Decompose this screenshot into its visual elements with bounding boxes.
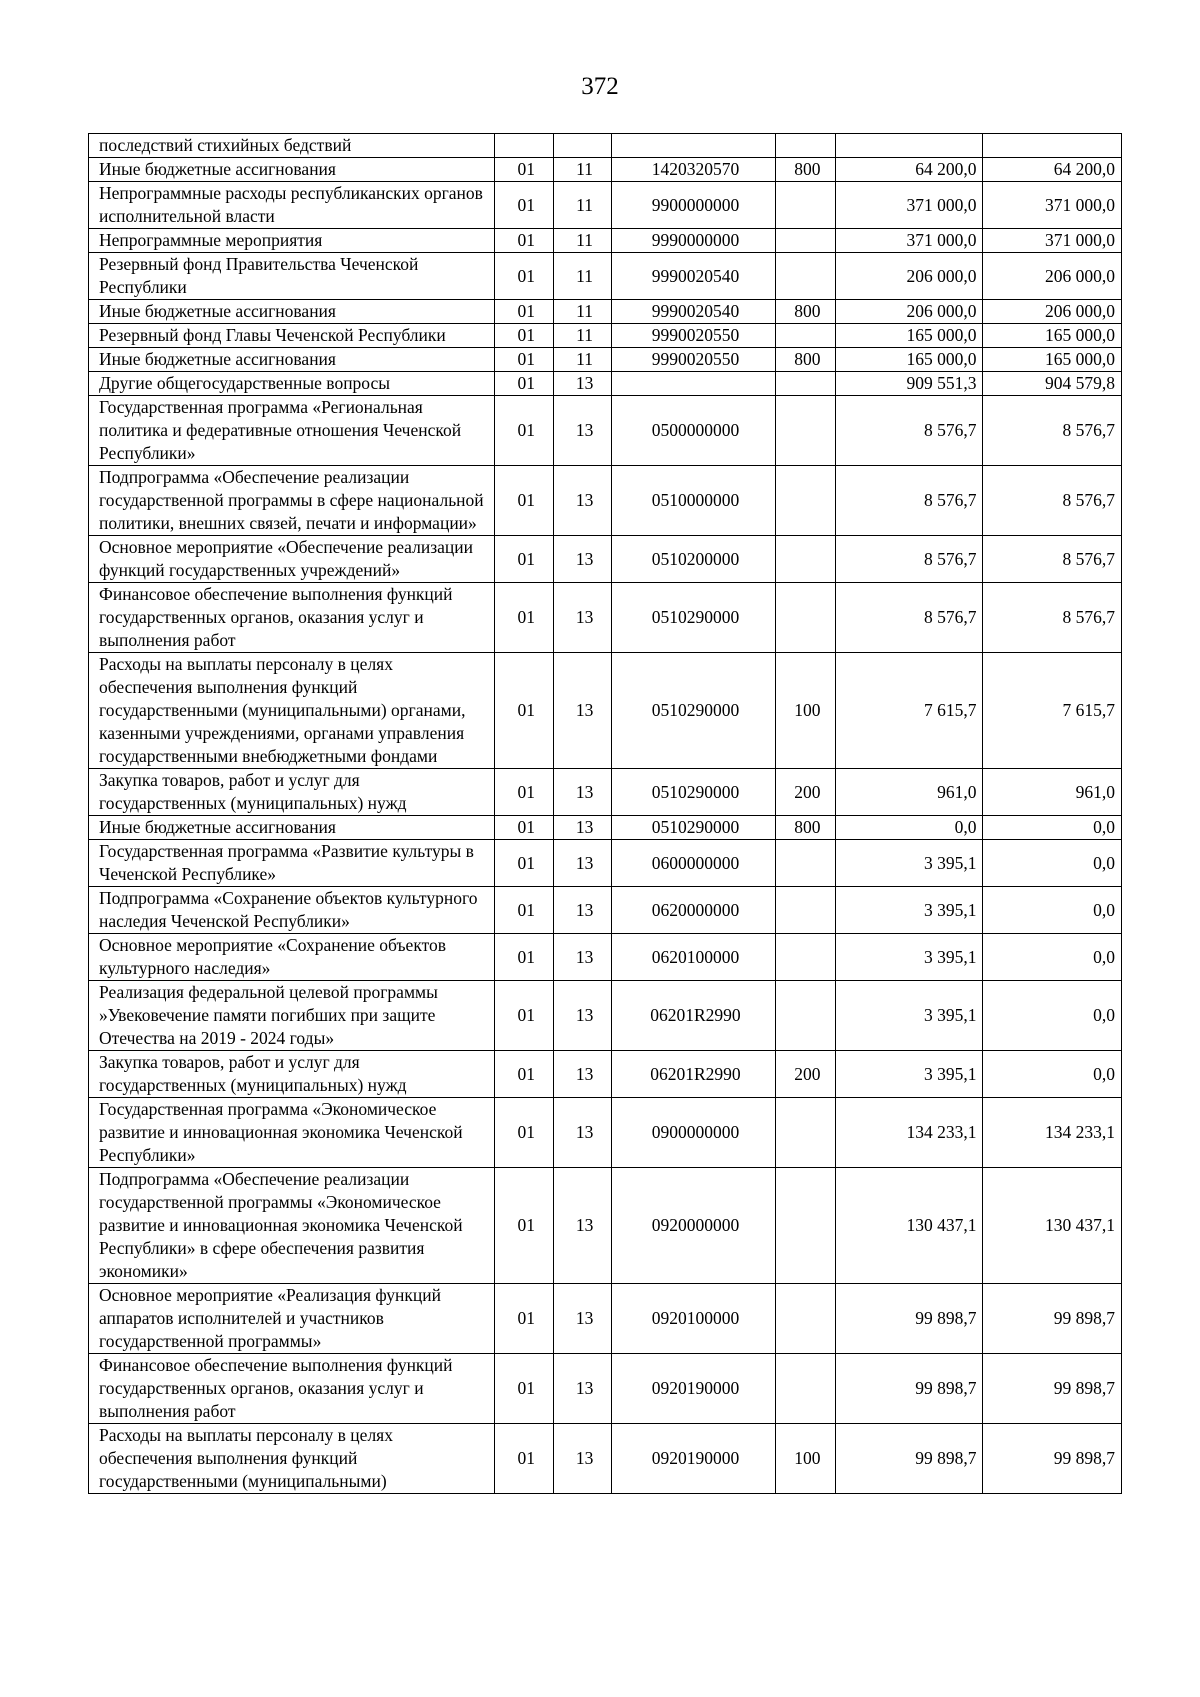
item-name-cell: Закупка товаров, работ и услуг для государственных (муниципальных) нужд xyxy=(89,1051,495,1098)
amount-year-2-cell: 206 000,0 xyxy=(983,253,1122,300)
section-code-cell: 01 xyxy=(495,653,554,769)
subsection-code-cell: 13 xyxy=(554,840,611,887)
expense-type-code-cell: 100 xyxy=(776,1424,835,1494)
section-code-cell: 01 xyxy=(495,466,554,536)
table-row xyxy=(89,466,1122,536)
item-name-cell: Другие общегосударственные вопросы xyxy=(89,372,495,396)
table-row xyxy=(89,536,1122,583)
section-code-cell: 01 xyxy=(495,324,554,348)
expense-type-code-cell xyxy=(776,1098,835,1168)
section-code-cell: 01 xyxy=(495,816,554,840)
expense-type-code-cell xyxy=(776,396,835,466)
amount-year-2-cell: 130 437,1 xyxy=(983,1168,1122,1284)
section-code-cell: 01 xyxy=(495,769,554,816)
expense-type-code-cell: 800 xyxy=(776,816,835,840)
expense-type-code-cell xyxy=(776,583,835,653)
table-row xyxy=(89,583,1122,653)
target-article-code-cell: 06201R2990 xyxy=(611,981,776,1051)
amount-year-2-cell: 961,0 xyxy=(983,769,1122,816)
item-name-cell: Резервный фонд Главы Чеченской Республики xyxy=(89,324,495,348)
amount-year-1-cell: 8 576,7 xyxy=(835,536,983,583)
item-name-cell: Иные бюджетные ассигнования xyxy=(89,348,495,372)
section-code-cell: 01 xyxy=(495,229,554,253)
target-article-code-cell: 0620000000 xyxy=(611,887,776,934)
expense-type-code-cell xyxy=(776,253,835,300)
item-name-cell: Основное мероприятие «Сохранение объектов культурного наследия» xyxy=(89,934,495,981)
amount-year-2-cell: 0,0 xyxy=(983,816,1122,840)
target-article-code-cell: 9990020540 xyxy=(611,253,776,300)
amount-year-2-cell: 0,0 xyxy=(983,1051,1122,1098)
expense-type-code-cell xyxy=(776,466,835,536)
section-code-cell: 01 xyxy=(495,253,554,300)
subsection-code-cell: 13 xyxy=(554,653,611,769)
amount-year-2-cell: 371 000,0 xyxy=(983,229,1122,253)
subsection-code-cell: 13 xyxy=(554,1424,611,1494)
table-row xyxy=(89,182,1122,229)
item-name-cell: Резервный фонд Правительства Чеченской Республики xyxy=(89,253,495,300)
table-row xyxy=(89,840,1122,887)
section-code-cell: 01 xyxy=(495,182,554,229)
section-code-cell: 01 xyxy=(495,300,554,324)
amount-year-2-cell: 99 898,7 xyxy=(983,1284,1122,1354)
section-code-cell: 01 xyxy=(495,1284,554,1354)
target-article-code-cell: 0620100000 xyxy=(611,934,776,981)
table-row xyxy=(89,981,1122,1051)
expense-type-code-cell xyxy=(776,840,835,887)
subsection-code-cell: 11 xyxy=(554,324,611,348)
amount-year-1-cell: 3 395,1 xyxy=(835,1051,983,1098)
amount-year-1-cell: 99 898,7 xyxy=(835,1284,983,1354)
item-name-cell: Подпрограмма «Обеспечение реализации государственной программы «Экономическое развитие и инновационная экономика Чеченской Республики» в сфере обеспечения развития экономики» xyxy=(89,1168,495,1284)
subsection-code-cell: 11 xyxy=(554,253,611,300)
item-name-cell: Государственная программа «Экономическое развитие и инновационная экономика Чеченской Республики» xyxy=(89,1098,495,1168)
amount-year-1-cell: 8 576,7 xyxy=(835,583,983,653)
amount-year-1-cell: 909 551,3 xyxy=(835,372,983,396)
expense-type-code-cell: 200 xyxy=(776,1051,835,1098)
target-article-code-cell: 9990020550 xyxy=(611,348,776,372)
amount-year-1-cell xyxy=(835,134,983,158)
amount-year-1-cell: 3 395,1 xyxy=(835,934,983,981)
item-name-cell: Реализация федеральной целевой программы »Увековечение памяти погибших при защите Отечества на 2019 - 2024 годы» xyxy=(89,981,495,1051)
amount-year-1-cell: 371 000,0 xyxy=(835,229,983,253)
subsection-code-cell: 11 xyxy=(554,229,611,253)
section-code-cell: 01 xyxy=(495,1051,554,1098)
section-code-cell: 01 xyxy=(495,348,554,372)
amount-year-2-cell: 371 000,0 xyxy=(983,182,1122,229)
amount-year-1-cell: 206 000,0 xyxy=(835,253,983,300)
expense-type-code-cell xyxy=(776,1354,835,1424)
item-name-cell: Финансовое обеспечение выполнения функций государственных органов, оказания услуг и выполнения работ xyxy=(89,1354,495,1424)
section-code-cell: 01 xyxy=(495,1424,554,1494)
item-name-cell: Закупка товаров, работ и услуг для государственных (муниципальных) нужд xyxy=(89,769,495,816)
amount-year-1-cell: 7 615,7 xyxy=(835,653,983,769)
expense-type-code-cell: 800 xyxy=(776,348,835,372)
section-code-cell: 01 xyxy=(495,158,554,182)
table-row xyxy=(89,1284,1122,1354)
item-name-cell: Непрограммные мероприятия xyxy=(89,229,495,253)
subsection-code-cell: 13 xyxy=(554,583,611,653)
amount-year-2-cell: 0,0 xyxy=(983,981,1122,1051)
target-article-code-cell xyxy=(611,372,776,396)
item-name-cell: Расходы на выплаты персоналу в целях обеспечения выполнения функций государственными (муниципальными) xyxy=(89,1424,495,1494)
expense-type-code-cell xyxy=(776,981,835,1051)
table-row xyxy=(89,1424,1122,1494)
amount-year-2-cell: 0,0 xyxy=(983,934,1122,981)
table-row xyxy=(89,1098,1122,1168)
amount-year-2-cell: 7 615,7 xyxy=(983,653,1122,769)
amount-year-1-cell: 3 395,1 xyxy=(835,981,983,1051)
target-article-code-cell: 9990000000 xyxy=(611,229,776,253)
page-number: 372 xyxy=(581,73,619,100)
expense-type-code-cell xyxy=(776,1284,835,1354)
item-name-cell: Основное мероприятие «Обеспечение реализации функций государственных учреждений» xyxy=(89,536,495,583)
target-article-code-cell: 9900000000 xyxy=(611,182,776,229)
subsection-code-cell: 13 xyxy=(554,1168,611,1284)
amount-year-1-cell: 99 898,7 xyxy=(835,1354,983,1424)
table-row xyxy=(89,300,1122,324)
amount-year-1-cell: 3 395,1 xyxy=(835,840,983,887)
amount-year-2-cell: 165 000,0 xyxy=(983,348,1122,372)
target-article-code-cell: 0510000000 xyxy=(611,466,776,536)
amount-year-2-cell: 8 576,7 xyxy=(983,583,1122,653)
subsection-code-cell: 11 xyxy=(554,158,611,182)
item-name-cell: последствий стихийных бедствий xyxy=(89,134,495,158)
amount-year-1-cell: 64 200,0 xyxy=(835,158,983,182)
item-name-cell: Иные бюджетные ассигнования xyxy=(89,816,495,840)
amount-year-1-cell: 8 576,7 xyxy=(835,466,983,536)
expense-type-code-cell xyxy=(776,229,835,253)
subsection-code-cell: 13 xyxy=(554,1354,611,1424)
target-article-code-cell: 0510290000 xyxy=(611,653,776,769)
subsection-code-cell: 11 xyxy=(554,300,611,324)
subsection-code-cell: 13 xyxy=(554,769,611,816)
subsection-code-cell: 11 xyxy=(554,182,611,229)
amount-year-2-cell: 8 576,7 xyxy=(983,396,1122,466)
table-row xyxy=(89,324,1122,348)
subsection-code-cell xyxy=(554,134,611,158)
amount-year-1-cell: 206 000,0 xyxy=(835,300,983,324)
expense-type-code-cell: 200 xyxy=(776,769,835,816)
amount-year-1-cell: 165 000,0 xyxy=(835,324,983,348)
expense-type-code-cell xyxy=(776,934,835,981)
amount-year-2-cell: 64 200,0 xyxy=(983,158,1122,182)
subsection-code-cell: 11 xyxy=(554,348,611,372)
subsection-code-cell: 13 xyxy=(554,1284,611,1354)
target-article-code-cell: 0900000000 xyxy=(611,1098,776,1168)
table-row xyxy=(89,348,1122,372)
section-code-cell: 01 xyxy=(495,934,554,981)
amount-year-2-cell: 165 000,0 xyxy=(983,324,1122,348)
subsection-code-cell: 13 xyxy=(554,466,611,536)
item-name-cell: Государственная программа «Развитие культуры в Чеченской Республике» xyxy=(89,840,495,887)
subsection-code-cell: 13 xyxy=(554,887,611,934)
subsection-code-cell: 13 xyxy=(554,1051,611,1098)
amount-year-2-cell: 99 898,7 xyxy=(983,1424,1122,1494)
table-row xyxy=(89,816,1122,840)
item-name-cell: Расходы на выплаты персоналу в целях обеспечения выполнения функций государственными (муниципальными) органами, казенными учреждениями, органами управления государственными внебюджетными фондами xyxy=(89,653,495,769)
item-name-cell: Подпрограмма «Сохранение объектов культурного наследия Чеченской Республики» xyxy=(89,887,495,934)
subsection-code-cell: 13 xyxy=(554,372,611,396)
table-row xyxy=(89,887,1122,934)
expense-type-code-cell: 800 xyxy=(776,300,835,324)
item-name-cell: Подпрограмма «Обеспечение реализации государственной программы в сфере национальной политики, внешних связей, печати и информации» xyxy=(89,466,495,536)
section-code-cell: 01 xyxy=(495,583,554,653)
item-name-cell: Основное мероприятие «Реализация функций аппаратов исполнителей и участников государственной программы» xyxy=(89,1284,495,1354)
amount-year-2-cell xyxy=(983,134,1122,158)
target-article-code-cell: 0510290000 xyxy=(611,769,776,816)
table-body xyxy=(89,134,1122,1494)
subsection-code-cell: 13 xyxy=(554,1098,611,1168)
section-code-cell: 01 xyxy=(495,1354,554,1424)
expense-type-code-cell xyxy=(776,134,835,158)
target-article-code-cell: 0510290000 xyxy=(611,816,776,840)
amount-year-1-cell: 99 898,7 xyxy=(835,1424,983,1494)
amount-year-2-cell: 0,0 xyxy=(983,887,1122,934)
amount-year-1-cell: 371 000,0 xyxy=(835,182,983,229)
amount-year-1-cell: 134 233,1 xyxy=(835,1098,983,1168)
amount-year-1-cell: 8 576,7 xyxy=(835,396,983,466)
amount-year-1-cell: 130 437,1 xyxy=(835,1168,983,1284)
item-name-cell: Финансовое обеспечение выполнения функций государственных органов, оказания услуг и выполнения работ xyxy=(89,583,495,653)
section-code-cell: 01 xyxy=(495,1098,554,1168)
section-code-cell: 01 xyxy=(495,981,554,1051)
amount-year-1-cell: 165 000,0 xyxy=(835,348,983,372)
table-row xyxy=(89,1051,1122,1098)
item-name-cell: Непрограммные расходы республиканских органов исполнительной власти xyxy=(89,182,495,229)
table-row xyxy=(89,396,1122,466)
section-code-cell: 01 xyxy=(495,372,554,396)
table-row xyxy=(89,769,1122,816)
table-row xyxy=(89,653,1122,769)
expense-type-code-cell xyxy=(776,887,835,934)
section-code-cell: 01 xyxy=(495,887,554,934)
expense-type-code-cell xyxy=(776,1168,835,1284)
amount-year-2-cell: 8 576,7 xyxy=(983,536,1122,583)
amount-year-2-cell: 8 576,7 xyxy=(983,466,1122,536)
amount-year-2-cell: 206 000,0 xyxy=(983,300,1122,324)
subsection-code-cell: 13 xyxy=(554,816,611,840)
table-row xyxy=(89,158,1122,182)
expense-type-code-cell xyxy=(776,182,835,229)
table-row xyxy=(89,372,1122,396)
target-article-code-cell: 0920000000 xyxy=(611,1168,776,1284)
section-code-cell: 01 xyxy=(495,840,554,887)
table-row xyxy=(89,1168,1122,1284)
target-article-code-cell: 0500000000 xyxy=(611,396,776,466)
expense-type-code-cell: 100 xyxy=(776,653,835,769)
amount-year-2-cell: 904 579,8 xyxy=(983,372,1122,396)
item-name-cell: Иные бюджетные ассигнования xyxy=(89,158,495,182)
section-code-cell: 01 xyxy=(495,536,554,583)
section-code-cell: 01 xyxy=(495,396,554,466)
target-article-code-cell: 0600000000 xyxy=(611,840,776,887)
subsection-code-cell: 13 xyxy=(554,536,611,583)
item-name-cell: Государственная программа «Региональная политика и федеративные отношения Чеченской Республики» xyxy=(89,396,495,466)
amount-year-2-cell: 0,0 xyxy=(983,840,1122,887)
subsection-code-cell: 13 xyxy=(554,934,611,981)
target-article-code-cell: 0510200000 xyxy=(611,536,776,583)
amount-year-1-cell: 961,0 xyxy=(835,769,983,816)
target-article-code-cell: 0920190000 xyxy=(611,1424,776,1494)
target-article-code-cell: 0920190000 xyxy=(611,1354,776,1424)
target-article-code-cell: 0510290000 xyxy=(611,583,776,653)
section-code-cell xyxy=(495,134,554,158)
expense-type-code-cell xyxy=(776,324,835,348)
item-name-cell: Иные бюджетные ассигнования xyxy=(89,300,495,324)
expense-type-code-cell xyxy=(776,536,835,583)
expense-type-code-cell xyxy=(776,372,835,396)
table-row xyxy=(89,229,1122,253)
target-article-code-cell: 9990020550 xyxy=(611,324,776,348)
target-article-code-cell: 06201R2990 xyxy=(611,1051,776,1098)
target-article-code-cell: 9990020540 xyxy=(611,300,776,324)
budget-table xyxy=(88,133,1122,1494)
expense-type-code-cell: 800 xyxy=(776,158,835,182)
amount-year-1-cell: 3 395,1 xyxy=(835,887,983,934)
section-code-cell: 01 xyxy=(495,1168,554,1284)
table-row xyxy=(89,1354,1122,1424)
table-row xyxy=(89,934,1122,981)
subsection-code-cell: 13 xyxy=(554,981,611,1051)
table-row xyxy=(89,134,1122,158)
target-article-code-cell: 0920100000 xyxy=(611,1284,776,1354)
amount-year-2-cell: 134 233,1 xyxy=(983,1098,1122,1168)
amount-year-1-cell: 0,0 xyxy=(835,816,983,840)
table-row xyxy=(89,253,1122,300)
amount-year-2-cell: 99 898,7 xyxy=(983,1354,1122,1424)
subsection-code-cell: 13 xyxy=(554,396,611,466)
target-article-code-cell: 1420320570 xyxy=(611,158,776,182)
target-article-code-cell xyxy=(611,134,776,158)
